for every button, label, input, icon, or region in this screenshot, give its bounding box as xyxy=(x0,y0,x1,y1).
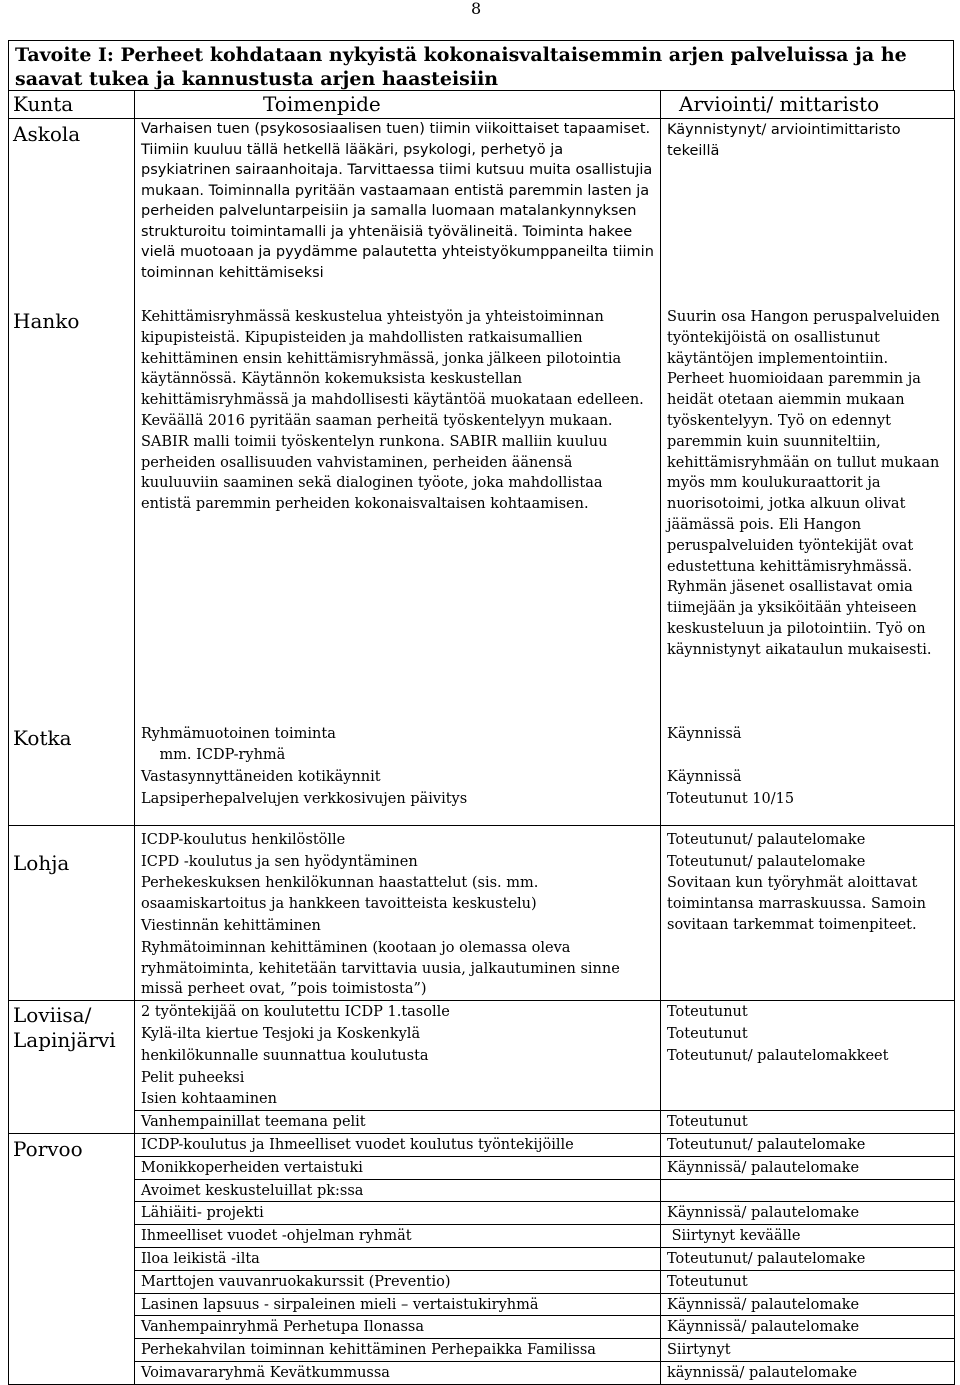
measure-item: Voimavararyhmä Kevätkummussa xyxy=(135,1361,661,1384)
evaluation-item: Käynnissä/ palautelomake xyxy=(661,1156,955,1179)
measure-item: Lapsiperhepalvelujen verkkosivujen päivitys xyxy=(135,788,661,826)
header-arviointi: Arviointi/ mittaristo xyxy=(661,91,955,119)
evaluation-item: käynnissä/ palautelomake xyxy=(661,1361,955,1384)
municipality-kotka: Kotka xyxy=(9,723,135,825)
measure-item: Lasinen lapsuus - sirpaleinen mieli – vertaistukiryhmä xyxy=(135,1293,661,1316)
table-row xyxy=(9,788,955,826)
header-row xyxy=(9,91,955,119)
evaluation-item: Toteutunut xyxy=(661,1023,955,1045)
evaluation-item xyxy=(661,1088,955,1110)
measure-item: Pelit puheeksi xyxy=(135,1067,661,1089)
table-row xyxy=(9,1270,955,1293)
evaluation-hanko: Suurin osa Hangon peruspalveluiden työntekijöistä on osallistunut käytäntöjen implementointiin. Perheet huomioidaan paremmin ja heidät otetaan aiemmin mukaan työskentelyyn. Työ on edennyt paremmin kuin suunniteltiin, kehittämisryhmään on tullut mukaan myös mm koulukuraattorit ja nuorisotoimi, jotka alkuun olivat jäämässä pois. Eli Hangon peruspalveluiden työntekijät ovat edustettuna kehittämisryhmässä. Ryhmän jäsenet osallistavat omia tiimejään ja yksiköitään yhteiseen keskusteluun ja pilotointiin. Työ on käynnistynyt aikataulun mukaisesti. xyxy=(661,306,955,723)
page-number: 8 xyxy=(471,0,482,18)
table-row xyxy=(9,1023,955,1045)
measure-item: Ihmeelliset vuodet -ohjelman ryhmät xyxy=(135,1225,661,1248)
measure-askola xyxy=(135,119,661,307)
evaluation-item: Toteutunut/ palautelomake xyxy=(661,1247,955,1270)
evaluation-item: Käynnissä/ palautelomake xyxy=(661,1316,955,1339)
header-toimenpide: Toimenpide xyxy=(135,91,661,119)
measure-item: Ryhmätoiminnan kehittäminen (kootaan jo olemassa oleva ryhmätoiminta, kehitetään tarvittavia uusia, jalkautuminen sinne missä perheet ovat, ”pois toimistosta”) xyxy=(135,937,661,1001)
evaluation-item: Toteutunut/ palautelomakkeet xyxy=(661,1045,955,1067)
measure-item: Kylä-ilta kiertue Tesjoki ja Koskenkylä xyxy=(135,1023,661,1045)
measure-item: Avoimet keskusteluillat pk:ssa xyxy=(135,1179,661,1202)
measure-item: ICPD -koulutus ja sen hyödyntäminen xyxy=(135,851,661,873)
municipality-loviisa: Loviisa/ Lapinjärvi xyxy=(9,1001,135,1134)
measure-item: Vanhempainillat teemana pelit xyxy=(135,1111,661,1134)
evaluation-item: Siirtynyt keväälle xyxy=(661,1225,955,1248)
evaluation-item: Toteutunut xyxy=(661,1111,955,1134)
evaluation-item: Toteutunut xyxy=(661,1270,955,1293)
table-row xyxy=(9,872,955,915)
measure-item: Ryhmämuotoinen toiminta mm. ICDP-ryhmä xyxy=(135,723,661,766)
table-row xyxy=(9,1225,955,1248)
evaluation-item: Käynnissä/ palautelomake xyxy=(661,1202,955,1225)
table-row-askola xyxy=(9,119,955,307)
table-row xyxy=(9,1067,955,1089)
table-row xyxy=(9,723,955,766)
evaluation-item xyxy=(661,1179,955,1202)
evaluation-item: Toteutunut 10/15 xyxy=(661,788,955,826)
table-row xyxy=(9,1179,955,1202)
evaluation-item: Käynnissä/ palautelomake xyxy=(661,1293,955,1316)
table-row xyxy=(9,851,955,873)
table-row xyxy=(9,1247,955,1270)
table-row xyxy=(9,825,955,850)
measure-item: ICDP-koulutus henkilöstölle xyxy=(135,825,661,850)
measure-item: Monikkoperheiden vertaistuki xyxy=(135,1156,661,1179)
evaluation-item: Siirtynyt xyxy=(661,1339,955,1362)
evaluation-askola: Käynnistynyt/ arviointimittaristo tekeillä xyxy=(661,119,955,307)
measure-item: Vastasynnyttäneiden kotikäynnit xyxy=(135,766,661,788)
evaluation-item: Toteutunut xyxy=(661,1001,955,1023)
evaluation-item: Toteutunut/ palautelomake xyxy=(661,1133,955,1156)
goal-table xyxy=(8,40,954,1381)
evaluation-item: Sovitaan kun työryhmät aloittavat toimintansa marraskuussa. Samoin sovitaan tarkemmat toimenpiteet. xyxy=(661,872,955,1000)
table-row xyxy=(9,1339,955,1362)
measure-item: Isien kohtaaminen xyxy=(135,1088,661,1110)
measure-item: ICDP-koulutus ja Ihmeelliset vuodet koulutus työntekijöille xyxy=(135,1133,661,1156)
table-row xyxy=(9,1001,955,1023)
measure-item: Viestinnän kehittäminen xyxy=(135,915,661,937)
measure-item: henkilökunnalle suunnattua koulutusta xyxy=(135,1045,661,1067)
measure-item: Vanhempainryhmä Perhetupa Ilonassa xyxy=(135,1316,661,1339)
table-row xyxy=(9,1293,955,1316)
measures-table xyxy=(8,90,955,1385)
table-row xyxy=(9,1045,955,1067)
evaluation-item: Toteutunut/ palautelomake xyxy=(661,851,955,873)
measure-askola-text: Varhaisen tuen (psykososiaalisen tuen) tiimin viikoittaiset tapaamiset. Tiimiin kuuluu tällä hetkellä lääkäri, psykologi, perhetyö ja psykiatrinen sairaanhoitaja. Tarvittaessa tiimi kutsuu muita osallistujia mukaan. Toiminnalla pyritään vastaamaan entistä paremmin lasten ja perheiden palveluntarpeisiin ja samalla luomaan matalankynnyksen strukturoitu toimintamalli ja yhtenäisiä työvälineitä. Toiminta hakee vielä muotoaan ja pyydämme palautetta yhteistyökumppaneilta tiimin toiminnan kehittämiseksi xyxy=(141,121,654,281)
measure-hanko: Kehittämisryhmässä keskustelua yhteistyön ja yhteistoiminnan kipupisteistä. Kipupisteiden ja mahdollisten ratkaisumallien kehittäminen ensin kehittämisryhmässä, jonka jälkeen pilotointia käytännössä. Käytännön kokemuksista keskustellan kehittämisryhmässä ja mahdollisesti käytäntöä muokataan edelleen. Keväällä 2016 pyritään saaman perheitä työskentelyyn mukaan. SABIR malli toimii työskentelyn runkona. SABIR malliin kuuluu perheiden osallisuuden vahvistaminen, perheiden äänensä kuuluuviin saaminen sekä dialoginen työote, joka mahdollistaa entistä paremmin perheiden kokonaisvaltaisen kohtaamisen. xyxy=(135,306,661,723)
measure-item: Iloa leikistä -ilta xyxy=(135,1247,661,1270)
municipality-lohja: Lohja xyxy=(9,825,135,1000)
table-row xyxy=(9,766,955,788)
table-row-hanko xyxy=(9,306,955,723)
measure-item: Perhekahvilan toiminnan kehittäminen Perhepaikka Familissa xyxy=(135,1339,661,1362)
table-row xyxy=(9,1133,955,1156)
measure-item: 2 työntekijää on koulutettu ICDP 1.tasolle xyxy=(135,1001,661,1023)
municipality-askola: Askola xyxy=(9,119,135,307)
header-kunta: Kunta xyxy=(9,91,135,119)
table-row xyxy=(9,1111,955,1134)
evaluation-item xyxy=(661,1067,955,1089)
table-title: Tavoite I: Perheet kohdataan nykyistä kokonaisvaltaisemmin arjen palveluissa ja he saavat tukea ja kannustusta arjen haasteisiin xyxy=(8,40,954,90)
municipality-hanko: Hanko xyxy=(9,306,135,723)
table-row xyxy=(9,1316,955,1339)
evaluation-item: Käynnissä xyxy=(661,766,955,788)
table-row xyxy=(9,1088,955,1110)
measure-item: Perhekeskuksen henkilökunnan haastattelut (sis. mm. osaamiskartoitus ja hankkeen tavoitteista keskustelu) xyxy=(135,872,661,915)
table-row xyxy=(9,1202,955,1225)
table-row xyxy=(9,1361,955,1384)
measure-item: Marttojen vauvanruokakurssit (Preventio) xyxy=(135,1270,661,1293)
measure-item: Lähiäiti- projekti xyxy=(135,1202,661,1225)
evaluation-item: Käynnissä xyxy=(661,723,955,766)
evaluation-item: Toteutunut/ palautelomake xyxy=(661,825,955,850)
table-row xyxy=(9,1156,955,1179)
municipality-porvoo: Porvoo xyxy=(9,1133,135,1384)
